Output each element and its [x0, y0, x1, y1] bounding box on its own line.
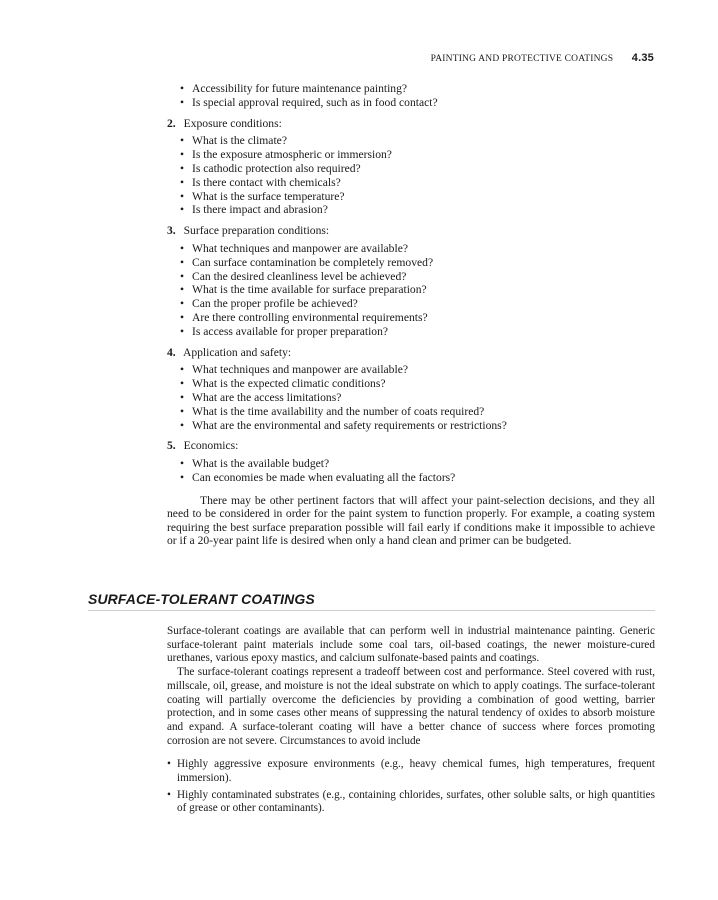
- running-head: [431, 52, 654, 64]
- list-item: • What is the climate?: [167, 134, 655, 148]
- top-bullet-list: [167, 82, 655, 110]
- bullet-list: [167, 134, 655, 217]
- list-item: • Highly aggressive exposure environments (e.g., heavy chemical fumes, high temperatures, frequent immersion).: [167, 758, 655, 785]
- list-item: • Is the exposure atmospheric or immersion?: [167, 148, 655, 162]
- body-paragraph: Surface-tolerant coatings are available that can perform well in industrial maintenance painting. Generic surface-tolerant paint materials include some coal tars, oil-based coatings, the newer moisture-cured urethanes, various epoxy mastics, and calcium sulfonate-based paints and coatings.: [167, 625, 655, 665]
- list-item: • Is there contact with chemicals?: [167, 176, 655, 190]
- section-number: 5.: [167, 439, 176, 453]
- list-item: • Can the proper profile be achieved?: [167, 297, 655, 311]
- section-number: 4.: [167, 345, 176, 359]
- section-title: Surface preparation conditions:: [183, 224, 330, 238]
- section-number: 2.: [167, 116, 176, 130]
- circumstances-list: [167, 758, 655, 816]
- section-title: Economics:: [183, 439, 239, 453]
- list-item: • What is the available budget?: [167, 457, 655, 471]
- list-item: • Highly contaminated substrates (e.g., containing chlorides, surfates, other soluble salts, or high quantities of grease or other contaminants).: [167, 789, 655, 816]
- list-item: • Accessibility for future maintenance painting?: [167, 82, 655, 96]
- section-title: Exposure conditions:: [183, 116, 282, 130]
- list-item: • What are the access limitations?: [167, 391, 655, 405]
- list-item: • What is the surface temperature?: [167, 190, 655, 204]
- surface-tolerant-body: [167, 625, 655, 819]
- list-item: • Can the desired cleanliness level be achieved?: [167, 270, 655, 284]
- list-item: • Can surface contamination be completely removed?: [167, 256, 655, 270]
- list-item: • Is access available for proper preparation?: [167, 325, 655, 339]
- body-paragraph: The surface-tolerant coatings represent a tradeoff between cost and performance. Steel covered with rust, millscale, oil, grease, and moisture is not the ideal substrate on which to apply coatings. The surface-tolerant coating will partially overcome the deficiencies by providing a combination of good wetting, barrier protection, and in some cases other means of suppressing the natural tendency of oxides to absorb moisture and expand. A surface-tolerant coating will have a better chance of success where forces promoting corrosion are not severe. Circumstances to avoid include: [167, 666, 655, 747]
- checklist-content: [167, 82, 655, 559]
- section-exposure-conditions: [167, 117, 655, 218]
- running-title: PAINTING AND PROTECTIVE COATINGS: [430, 54, 614, 64]
- page-number: 4.35: [631, 52, 654, 64]
- bullet-list: [167, 457, 655, 485]
- list-item: • What is the time availability and the number of coats required?: [167, 405, 655, 419]
- section-heading: SURFACE-TOLERANT COATINGS: [88, 591, 655, 611]
- list-item: • Can economies be made when evaluating all the factors?: [167, 471, 655, 485]
- section-title: Application and safety:: [182, 345, 292, 359]
- bullet-list: [167, 242, 655, 339]
- list-item: • Is special approval required, such as in food contact?: [167, 96, 655, 110]
- list-item: • Is there impact and abrasion?: [167, 203, 655, 217]
- section-number: 3.: [167, 224, 176, 238]
- section-surface-preparation: [167, 224, 655, 338]
- list-item: • Are there controlling environmental requirements?: [167, 311, 655, 325]
- list-item: • Is cathodic protection also required?: [167, 162, 655, 176]
- list-item: • What are the environmental and safety requirements or restrictions?: [167, 419, 655, 433]
- section-economics: [167, 439, 655, 484]
- list-item: • What techniques and manpower are available?: [167, 363, 655, 377]
- closing-paragraph: There may be other pertinent factors that will affect your paint-selection decisions, and they all need to be considered in order for the paint system to function properly. For example, a coating system requiring the best surface preparation possible will fail early if conditions make it impossible to achieve or if a 20-year paint life is desired when only a hand clean and primer can be budgeted.: [167, 493, 655, 547]
- bullet-list: [167, 363, 655, 432]
- list-item: • What techniques and manpower are available?: [167, 242, 655, 256]
- list-item: • What is the expected climatic conditions?: [167, 377, 655, 391]
- section-application-safety: [167, 346, 655, 433]
- list-item: • What is the time available for surface preparation?: [167, 283, 655, 297]
